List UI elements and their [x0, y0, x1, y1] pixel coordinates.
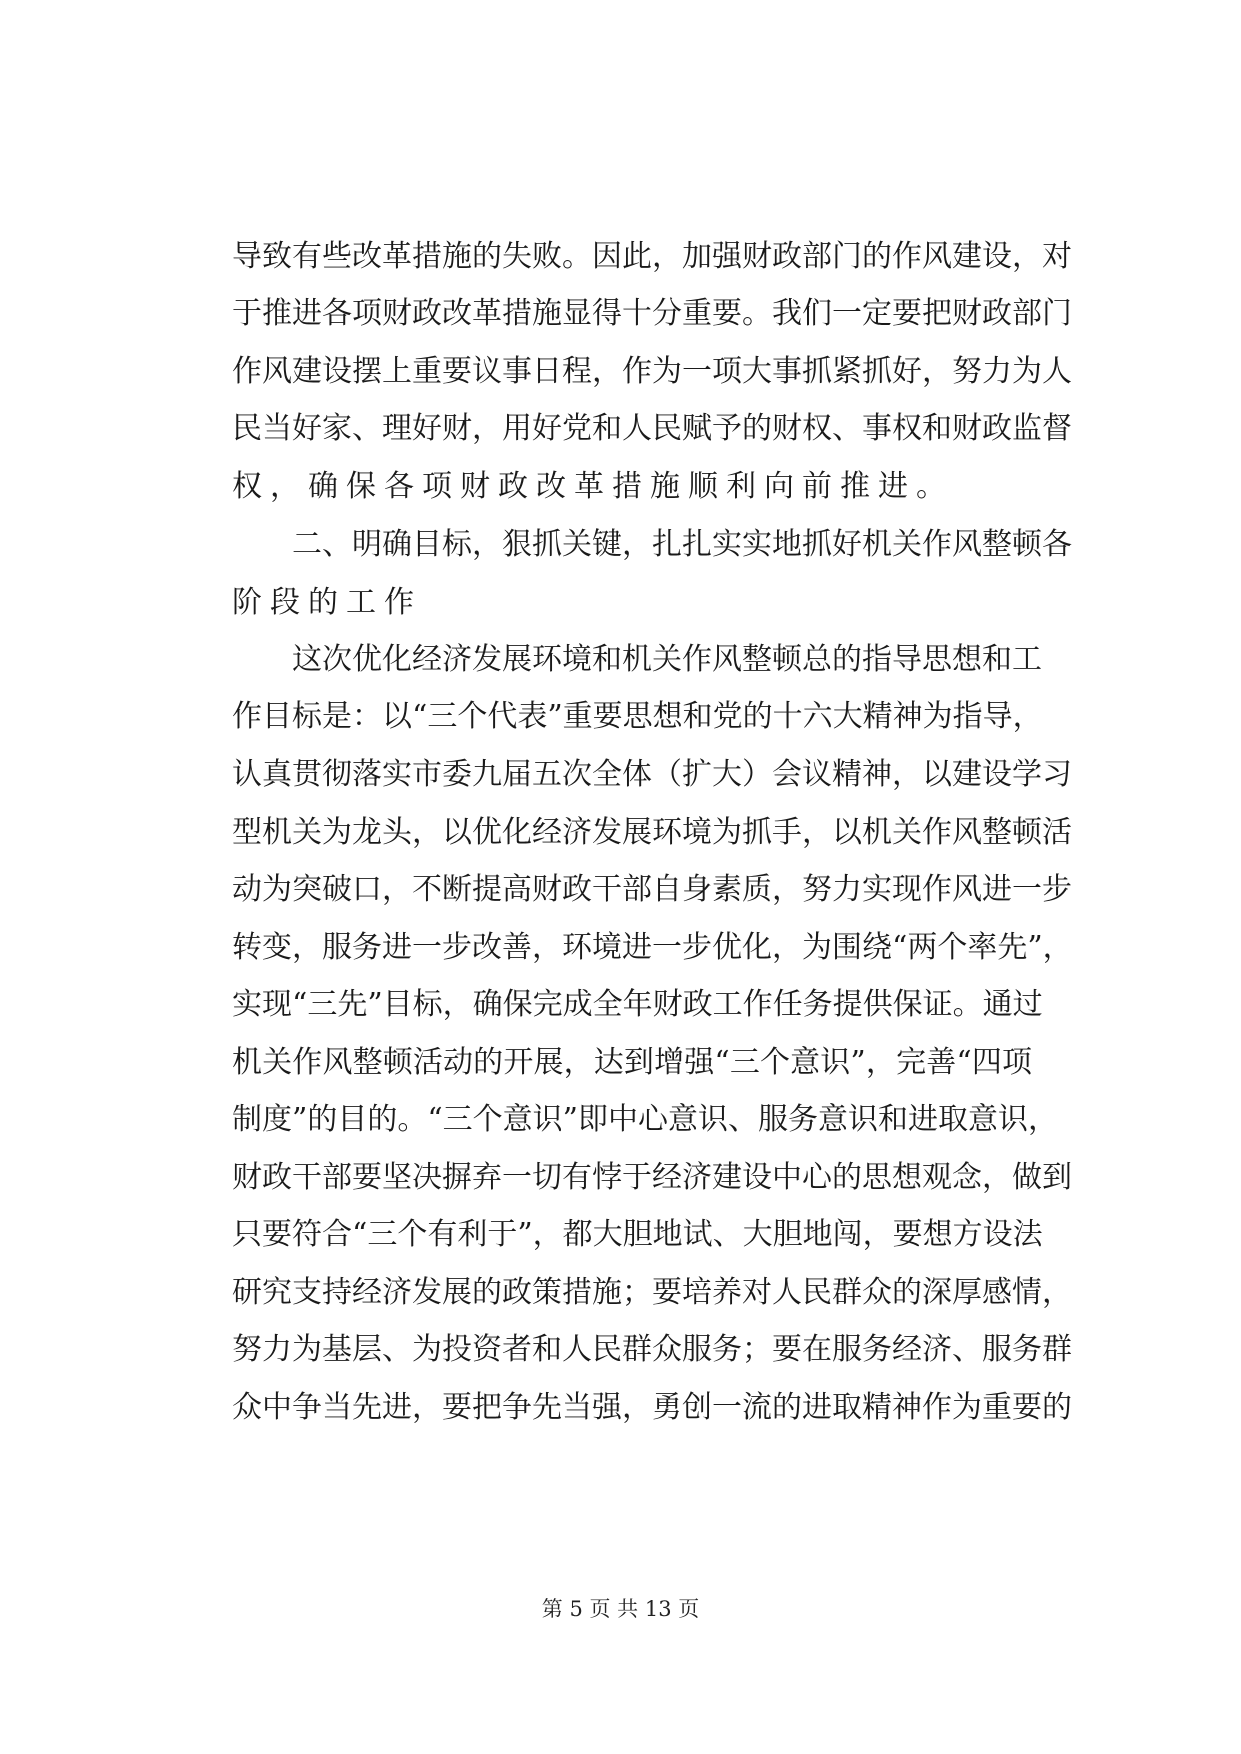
paragraph-line: 于推进各项财政改革措施显得十分重要。我们一定要把财政部门: [232, 296, 1072, 331]
paragraph-line: 权，确保各项财政改革措施顺利向前推进。: [232, 469, 954, 504]
paragraph-line: 民当好家、理好财，用好党和人民赋予的财权、事权和财政监督: [232, 411, 1072, 446]
paragraph-line: 型机关为龙头，以优化经济发展环境为抓手，以机关作风整顿活: [232, 815, 1072, 850]
paragraph-line: 只要符合“三个有利于”，都大胆地试、大胆地闯，要想方设法: [232, 1217, 1043, 1252]
page-number-footer: 第 5 页 共 13 页: [541, 1597, 700, 1621]
section-heading-line: 阶段的工作: [232, 585, 422, 620]
paragraph-line: 机关作风整顿活动的开展，达到增强“三个意识”，完善“四项: [232, 1045, 1032, 1080]
section-heading-line: 二、明确目标，狠抓关键，扎扎实实地抓好机关作风整顿各: [232, 527, 1072, 562]
paragraph-line: 财政干部要坚决摒弃一切有悖于经济建设中心的思想观念，做到: [232, 1160, 1072, 1195]
paragraph-line: 导致有些改革措施的失败。因此，加强财政部门的作风建设，对: [232, 239, 1072, 274]
paragraph-line: 研究支持经济发展的政策措施；要培养对人民群众的深厚感情，: [232, 1275, 1072, 1310]
paragraph-line: 努力为基层、为投资者和人民群众服务；要在服务经济、服务群: [232, 1332, 1072, 1367]
paragraph-line: 作目标是：以“三个代表”重要思想和党的十六大精神为指导，: [232, 699, 1043, 734]
paragraph-line: 制度”的目的。“三个意识”即中心意识、服务意识和进取意识，: [232, 1102, 1059, 1137]
paragraph-line: 这次优化经济发展环境和机关作风整顿总的指导思想和工: [232, 642, 1042, 677]
paragraph-line: 认真贯彻落实市委九届五次全体（扩大）会议精神，以建设学习: [232, 757, 1072, 792]
paragraph-line: 转变，服务进一步改善，环境进一步优化，为围绕“两个率先”，: [232, 930, 1073, 965]
paragraph-line: 动为突破口，不断提高财政干部自身素质，努力实现作风进一步: [232, 872, 1072, 907]
paragraph-line: 作风建设摆上重要议事日程，作为一项大事抓紧抓好，努力为人: [232, 354, 1072, 389]
paragraph-line: 众中争当先进，要把争先当强，勇创一流的进取精神作为重要的: [232, 1390, 1072, 1425]
paragraph-line: 实现“三先”目标，确保完成全年财政工作任务提供保证。通过: [232, 987, 1043, 1022]
